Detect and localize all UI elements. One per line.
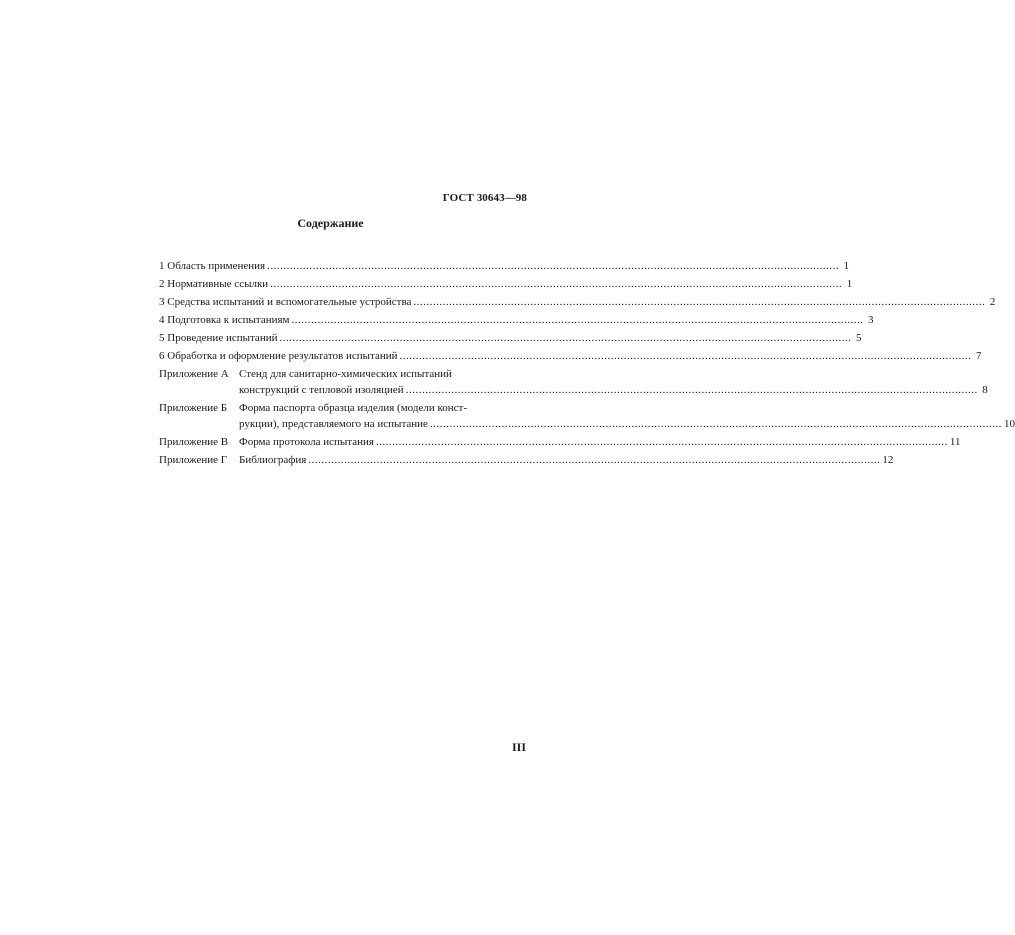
appendix-page: 11: [949, 436, 961, 448]
dot-leader: [267, 258, 839, 274]
toc-appendix-entry[interactable]: [159, 400, 1015, 432]
toc-entry-title: 1 Область применения: [159, 260, 266, 272]
dot-leader: [308, 452, 880, 468]
appendix-label: Приложение Г: [159, 454, 228, 466]
dot-leader: [376, 434, 948, 450]
toc-entry-page: 2: [989, 296, 996, 308]
appendix-title: Библиография: [239, 454, 307, 466]
appendix-title: Форма протокола испытания: [239, 436, 374, 448]
dot-leader: [406, 382, 978, 398]
toc-entry[interactable]: [159, 294, 996, 310]
appendix-page: 12: [882, 454, 894, 466]
appendix-page: 8: [982, 384, 988, 396]
toc-entry[interactable]: [159, 348, 982, 364]
toc-entry-page: 1: [846, 278, 853, 290]
dot-leader: [430, 416, 1002, 432]
toc-entry[interactable]: [159, 276, 853, 292]
toc-appendix-entry[interactable]: [159, 366, 988, 398]
appendix-label: Приложение Б: [159, 402, 228, 414]
dot-leader: [270, 276, 842, 292]
appendix-page: 10: [1003, 418, 1015, 430]
toc-entry-title: 6 Обработка и оформление результатов испытаний: [159, 350, 398, 362]
document-code: ГОСТ 30643—98: [442, 192, 527, 204]
toc-entry-title: 3 Средства испытаний и вспомогательные устройства: [159, 296, 412, 308]
dot-leader: [279, 330, 851, 346]
dot-leader: [400, 348, 972, 364]
table-of-contents: [159, 258, 1015, 470]
dot-leader: [413, 294, 985, 310]
appendix-title-line2: конструкций с тепловой изоляцией: [239, 384, 404, 396]
page-title: Содержание: [297, 216, 364, 230]
appendix-label: Приложение В: [159, 436, 229, 448]
toc-entry-page: 5: [855, 332, 862, 344]
dot-leader: [292, 312, 864, 328]
toc-entry-page: 1: [843, 260, 850, 272]
toc-appendix-entry[interactable]: [159, 452, 894, 468]
toc-entry-page: 3: [868, 314, 874, 326]
appendix-title-line1: Стенд для санитарно-химических испытаний: [239, 368, 452, 380]
toc-appendix-entry[interactable]: [159, 434, 961, 450]
toc-entry[interactable]: [159, 312, 874, 328]
toc-entry-title: 2 Нормативные ссылки: [159, 278, 269, 290]
toc-entry[interactable]: [159, 258, 850, 274]
toc-entry-title: 4 Подготовка к испытаниям: [159, 314, 290, 326]
appendix-label: Приложение А: [159, 368, 229, 380]
appendix-title-line1: Форма паспорта образца изделия (модели конст-: [239, 402, 467, 414]
page-number: III: [511, 740, 526, 754]
toc-entry-page: 7: [976, 350, 982, 362]
toc-entry-title: 5 Проведение испытаний: [159, 332, 278, 344]
appendix-title-line2: рукции), представляемого на испытание: [239, 418, 428, 430]
toc-entry[interactable]: [159, 330, 862, 346]
